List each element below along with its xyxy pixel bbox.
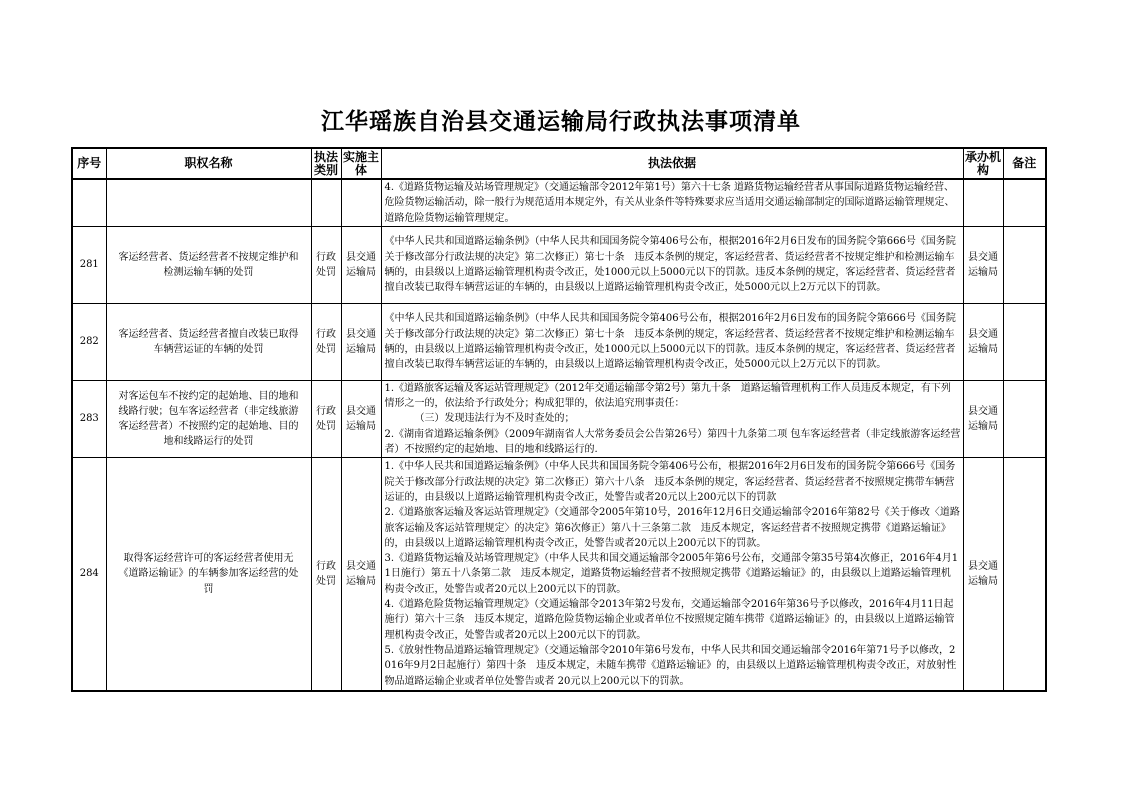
row-org: 县交通运输局 [963, 458, 1003, 691]
row-basis: 《中华人民共和国道路运输条例》（中华人民共和国国务院令第406号公布，根据2016年2月6日发布的国务院令第666号《国务院关于修改部分行政法规的决定》第二次修正）第七十条 违反本条例的规定，客运经营者、货运经营者不按规定维护和检测运输车辆的，由县级以上道路运输管理机构责令改正，处1000元以上5000元以下的罚款。违反本条例的规定，客运经营者、货运经营者擅自改装已取得车辆营运证的车辆的，由县级以上道路运输管理机构责令改正，处5000元以上2万元以下的罚款。 [381, 303, 963, 380]
row-remark [1003, 458, 1046, 691]
basis-line: （三）发现违法行为不及时查处的； [414, 413, 575, 425]
row-remark [1003, 226, 1046, 303]
row-basis [381, 380, 963, 457]
row-seq: 282 [72, 303, 106, 380]
basis-line: 2.《道路旅客运输及客运站管理规定》（交通部令2005年第10号，2016年12月6日交通运输部令2016年第82号《关于修改〈道路旅客运输及客运站管理规定〉的决定》第6次修正）第八十三条第二款 违反本规定，客运经营者不按照规定携带《道路运输证》的，由县级以上道路运输管理机构责令改正，处警告或者20元以上200元以下的罚款。 [384, 507, 960, 549]
table-row [72, 303, 1046, 380]
table-row [72, 380, 1046, 457]
row-org: 县交通运输局 [963, 226, 1003, 303]
basis-line: 2.《湖南省道路运输条例》（2009年湖南省人大常务委员会公告第26号）第四十九条第二项 包车客运经营者（非定线旅游客运经营者）不按照约定的起始地、目的地和线路运行的. [384, 428, 961, 456]
row-seq: 284 [72, 458, 106, 691]
header-basis: 执法依据 [381, 148, 963, 179]
table-header [72, 148, 1046, 179]
row-name: 客运经营者、货运经营者擅自改装已取得车辆营运证的车辆的处罚 [106, 303, 311, 380]
row-type: 行政处罚 [311, 226, 341, 303]
row-seq [72, 179, 106, 226]
row-subject: 县交通运输局 [341, 380, 381, 457]
row-subject: 县交通运输局 [341, 458, 381, 691]
row-seq: 283 [72, 380, 106, 457]
header-remark: 备注 [1003, 148, 1046, 179]
row-name: 取得客运经营许可的客运经营者使用无《道路运输证》的车辆参加客运经营的处罚 [106, 458, 311, 691]
basis-line: 1.《道路旅客运输及客运站管理规定》（2012年交通运输部令第2号）第九十条 道路运输管理机构工作人员违反本规定，有下列情形之一的，依法给予行政处分；构成犯罪的，依法追究刑事责任： [384, 382, 951, 410]
header-seq: 序号 [72, 148, 106, 179]
row-name: 客运经营者、货运经营者不按规定维护和检测运输车辆的处罚 [106, 226, 311, 303]
basis-line: 3.《道路货物运输及站场管理规定》（中华人民共和国交通运输部令2005年第6号公布，交通部令第35号第4次修正，2016年4月11日施行）第五十八条第二款 违反本规定，道路货物运输经营者不按照规定携带《道路运输证》的，由县级以上道路运输管理机构责令改正，处警告或者20元以上200元以下的罚款。 [384, 553, 959, 595]
row-type: 行政处罚 [311, 458, 341, 691]
row-subject: 县交通运输局 [341, 226, 381, 303]
row-name [106, 179, 311, 226]
row-type: 行政处罚 [311, 303, 341, 380]
row-remark [1003, 179, 1046, 226]
row-basis: 4.《道路货物运输及站场管理规定》（交通运输部令2012年第1号）第六十七条 道路货物运输经营者从事国际道路货物运输经营、危险货物运输活动，除一般行为规范适用本规定外，有关从业条件等特殊要求应当适用交通运输部制定的国际道路运输管理规定、道路危险货物运输管理规定。 [381, 179, 963, 226]
header-name: 职权名称 [106, 148, 311, 179]
header-subject: 实施主体 [341, 148, 381, 179]
enforcement-table [71, 147, 1047, 692]
table-row [72, 179, 1046, 226]
row-org: 县交通运输局 [963, 303, 1003, 380]
basis-line: 1.《中华人民共和国道路运输条例》（中华人民共和国国务院令第406号公布，根据2016年2月6日发布的国务院令第666号《国务院关于修改部分行政法规的决定》第二次修正）第六十八条 违反本条例的规定，客运经营者、货运经营者不按照规定携带车辆营运证的，由县级以上道路运输管理机构责令改正，处警告或者20元以上200元以下的罚款 [384, 461, 956, 503]
row-remark [1003, 380, 1046, 457]
row-subject: 县交通运输局 [341, 303, 381, 380]
page-title: 江华瑶族自治县交通运输局行政执法事项清单 [321, 109, 801, 135]
header-org: 承办机构 [963, 148, 1003, 179]
row-remark [1003, 303, 1046, 380]
basis-line: 4.《道路危险货物运输管理规定》（交通运输部令2013年第2号发布，交通运输部令2016年第36号予以修改，2016年4月11日起施行）第六十三条 违反本规定，道路危险货物运输企业或者单位不按照规定随车携带《道路运输证》的，由县级以上道路运输管理机构责令改正，处警告或者20元以上200元以下的罚款。 [384, 599, 955, 641]
row-type [311, 179, 341, 226]
row-name: 对客运包车不按约定的起始地、目的地和线路行驶；包车客运经营者（非定线旅游客运经营者）不按照约定的起始地、目的地和线路运行的处罚 [106, 380, 311, 457]
basis-line: 5.《放射性物品道路运输管理规定》（交通运输部令2010年第6号发布，中华人民共和国交通运输部令2016年第71号予以修改，2016年9月2日起施行）第四十条 违反本规定，未随车携带《道路运输证》的，由县级以上道路运输管理机构责令改正，对放射性物品道路运输企业或者单位处警告或者 20元以上200元以下的罚款。 [384, 644, 957, 687]
row-org: 县交通运输局 [963, 380, 1003, 457]
table-row [72, 458, 1046, 691]
table-row [72, 226, 1046, 303]
row-org [963, 179, 1003, 226]
row-type: 行政处罚 [311, 380, 341, 457]
header-type: 执法类别 [311, 148, 341, 179]
row-basis: 《中华人民共和国道路运输条例》（中华人民共和国国务院令第406号公布，根据2016年2月6日发布的国务院令第666号《国务院关于修改部分行政法规的决定》第二次修正）第七十条 违反本条例的规定，客运经营者、货运经营者不按规定维护和检测运输车辆的，由县级以上道路运输管理机构责令改正，处1000元以上5000元以下的罚款。违反本条例的规定，客运经营者、货运经营者擅自改装已取得车辆营运证的车辆的，由县级以上道路运输管理机构责令改正，处5000元以上2万元以下的罚款。 [381, 226, 963, 303]
row-subject [341, 179, 381, 226]
row-basis [381, 458, 963, 691]
row-seq: 281 [72, 226, 106, 303]
